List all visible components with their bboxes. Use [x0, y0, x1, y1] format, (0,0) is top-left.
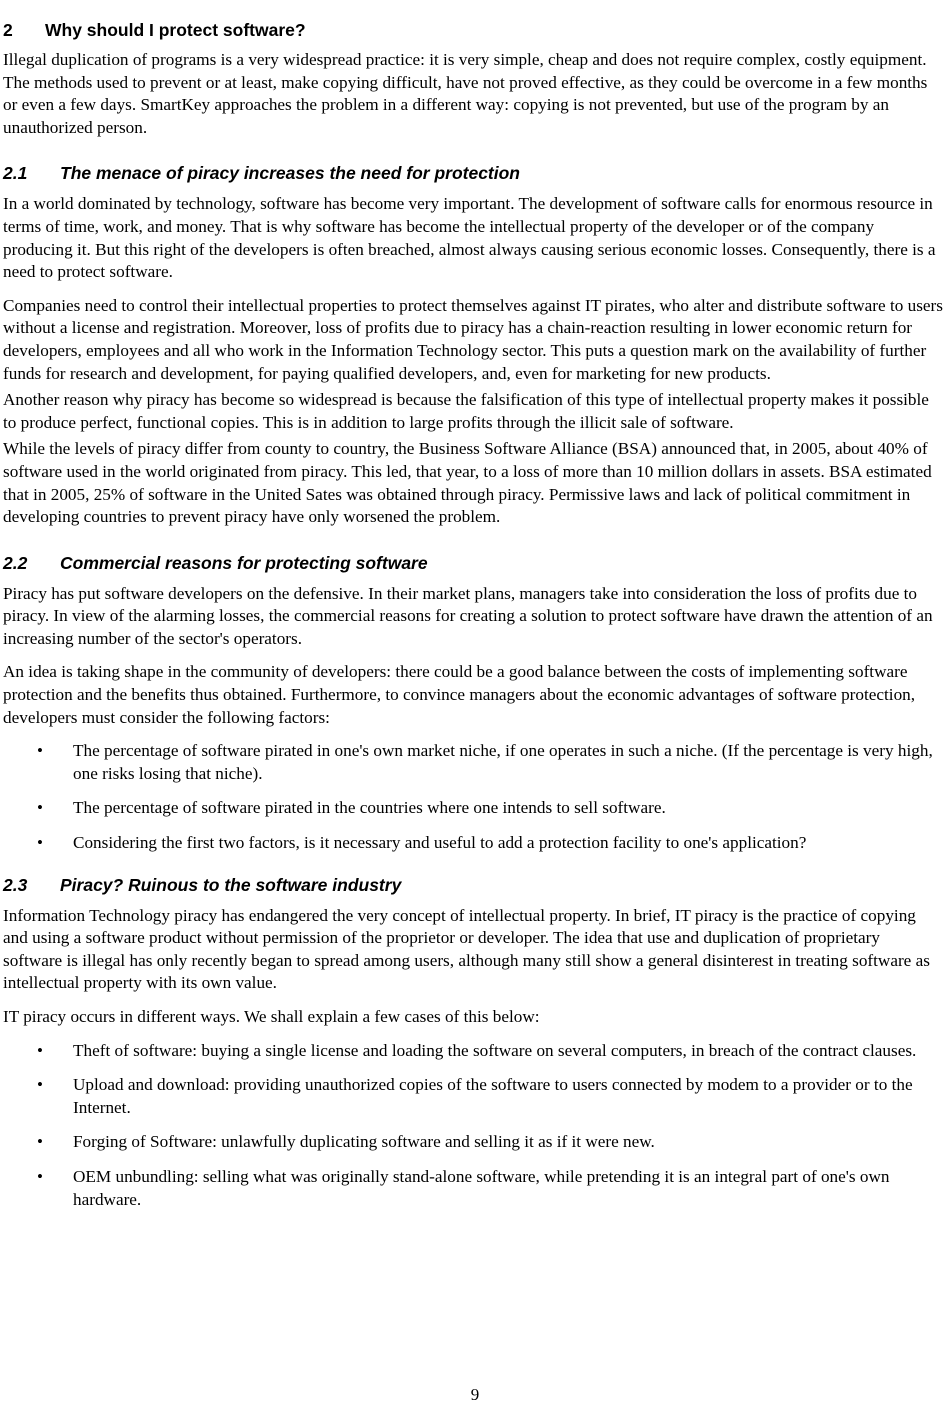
bullet-icon: • [37, 741, 43, 761]
bullet-icon: • [37, 1075, 43, 1095]
section-heading [3, 18, 943, 42]
bullet-icon: • [37, 1132, 43, 1152]
list-item-text: Theft of software: buying a single license and loading the software on several computers, in breach of the contract clauses. [73, 1040, 917, 1060]
list-item-text: Considering the first two factors, is it necessary and useful to add a protection facility to one's application? [73, 833, 807, 853]
bullet-list [3, 740, 943, 854]
section-title: Why should I protect software? [45, 20, 306, 40]
paragraph: Piracy has put software developers on the defensive. In their market plans, managers take into consideration the loss of profits due to piracy. In view of the alarming losses, the commercial reasons for creating a solution to protect software have drawn the attention of an increasing number of the sector's operators. [3, 583, 933, 648]
subsection-heading [3, 161, 943, 185]
subsection-title: The menace of piracy increases the need for protection [60, 163, 520, 184]
list-item-text: Forging of Software: unlawfully duplicating software and selling it as if it were new. [73, 1132, 655, 1152]
subsection-heading [3, 873, 943, 897]
list-item [3, 797, 943, 820]
bullet-icon: • [37, 1040, 43, 1060]
paragraph: Companies need to control their intellectual properties to protect themselves against IT pirates, who alter and distribute software to users without a license and registration. Moreover, loss of profits due to piracy has a chain-reaction resulting in lower economic return for developers, employees and all who work in the Information Technology sector. This puts a question mark on the availability of further funds for research and development, for paying qualified developers, and, even for marketing for new products. [3, 295, 943, 383]
paragraph: IT piracy occurs in different ways. We shall explain a few cases of this below: [3, 1007, 540, 1026]
paragraph: While the levels of piracy differ from county to country, the Business Software Alliance (BSA) announced that, in 2005, about 40% of software used in the world originated from piracy. This led, that year, to a loss of more than 10 million dollars in assets. BSA estimated that in 2005, 25% of software in the United Sates was obtained through piracy. Permissive laws and lack of political commitment in developing countries to prevent piracy have only worsened the problem. [3, 439, 932, 527]
list-item [3, 1131, 943, 1154]
subsection-number: 2.1 [3, 163, 28, 184]
paragraph: In a world dominated by technology, software has become very important. The development of software calls for enormous resource in terms of time, work, and money. That is why software has become the intellectual property of the developer or of the company producing it. But this right of the developers is often breached, almost always causing serious economic losses. Consequently, there is a need to protect software. [3, 194, 936, 282]
bullet-icon: • [37, 833, 43, 853]
paragraph: An idea is taking shape in the community of developers: there could be a good balance between the costs of implementing software protection and the benefits thus obtained. Furthermore, to convince managers about the economic advantages of software protection, developers must consider the following factors: [3, 662, 916, 727]
document-page [3, 18, 943, 1223]
page-number: 9 [470, 1385, 480, 1404]
subsection-title: Commercial reasons for protecting software [60, 552, 428, 573]
list-item-text: The percentage of software pirated in one's own market niche, if one operates in such a niche. (If the percentage is very high, one risks losing that niche). [73, 741, 933, 783]
paragraph: Illegal duplication of programs is a very widespread practice: it is very simple, cheap and does not require complex, costly equipment. The methods used to prevent or at least, make copying difficult, have not proved effective, as they could be overcome in a few months or even a few days. SmartKey approaches the problem in a different way: copying is not prevented, but use of the program by an unauthorized person. [3, 50, 928, 137]
list-item-text: The percentage of software pirated in the countries where one intends to sell software. [73, 798, 666, 818]
list-item [3, 832, 943, 855]
paragraph: Another reason why piracy has become so widespread is because the falsification of this type of intellectual property makes it possible to produce perfect, functional copies. This is in addition to large profits through the illicit sale of software. [3, 390, 929, 432]
list-item-text: Upload and download: providing unauthorized copies of the software to users connected by modem to a provider or to the Internet. [73, 1075, 913, 1117]
list-item [3, 1040, 943, 1063]
list-item [3, 1166, 943, 1211]
list-item-text: OEM unbundling: selling what was originally stand-alone software, while pretending it is an integral part of one's own hardware. [73, 1166, 890, 1209]
bullet-icon: • [37, 798, 43, 818]
list-item [3, 740, 943, 785]
list-item [3, 1074, 943, 1119]
subsection-number: 2.2 [3, 552, 28, 573]
paragraph: Information Technology piracy has endangered the very concept of intellectual property. In brief, IT piracy is the practice of copying and using a software product without permission of the proprietor or developer. The idea that use and duplication of proprietary software is illegal has only recently began to spread among users, although many still show a general disinterest in treating software as intellectual property with its own value. [3, 905, 930, 993]
section-number: 2 [3, 20, 13, 40]
bullet-icon: • [37, 1166, 43, 1186]
bullet-list [3, 1040, 943, 1212]
subsection-heading [3, 551, 943, 575]
subsection-title: Piracy? Ruinous to the software industry [60, 874, 402, 895]
subsection-number: 2.3 [3, 874, 28, 895]
